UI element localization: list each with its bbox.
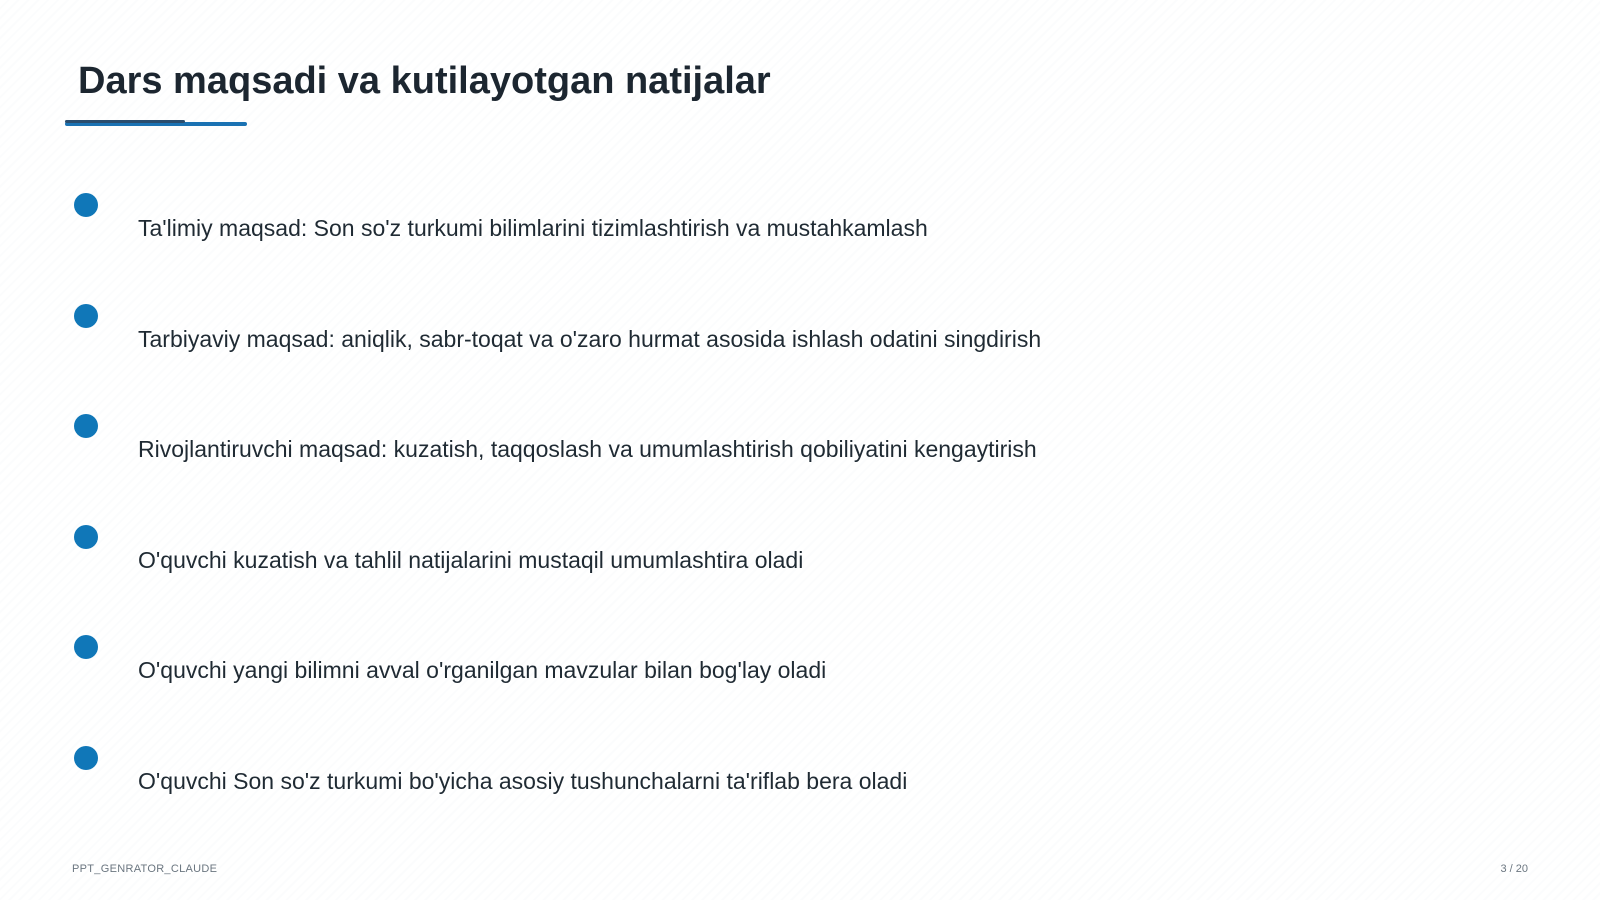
- bullet-dot-icon: [74, 635, 98, 659]
- bullet-item: [0, 304, 1600, 384]
- bullet-item: [0, 525, 1600, 605]
- bullet-text: Rivojlantiruvchi maqsad: kuzatish, taqqoslash va umumlashtirish qobiliyatini kengaytirish: [138, 436, 1037, 462]
- bullet-text: Tarbiyaviy maqsad: aniqlik, sabr-toqat va o'zaro hurmat asosida ishlash odatini singdirish: [138, 326, 1042, 352]
- bullet-dot-icon: [74, 525, 98, 549]
- slide-title: Dars maqsadi va kutilayotgan natijalar: [78, 60, 771, 102]
- footer-label: PPT_GENRATOR_CLAUDE: [72, 863, 218, 875]
- bullet-dot-icon: [74, 414, 98, 438]
- bullet-item: [0, 746, 1600, 826]
- bullet-text: Ta'limiy maqsad: Son so'z turkumi bilimlarini tizimlashtirish va mustahkamlash: [138, 215, 928, 241]
- bullet-item: [0, 193, 1600, 273]
- bullet-dot-icon: [74, 193, 98, 217]
- bullet-dot-icon: [74, 304, 98, 328]
- bullet-item: [0, 635, 1600, 715]
- bullet-text: O'quvchi kuzatish va tahlil natijalarini mustaqil umumlashtira oladi: [138, 547, 804, 573]
- bullet-dot-icon: [74, 746, 98, 770]
- bullet-text: O'quvchi yangi bilimni avval o'rganilgan mavzular bilan bog'lay oladi: [138, 657, 827, 683]
- bullet-item: [0, 414, 1600, 494]
- page-indicator: 3 / 20: [1500, 863, 1528, 875]
- title-underline-accent: [65, 120, 185, 123]
- bullet-text: O'quvchi Son so'z turkumi bo'yicha asosiy tushunchalarni ta'riflab bera oladi: [138, 768, 908, 794]
